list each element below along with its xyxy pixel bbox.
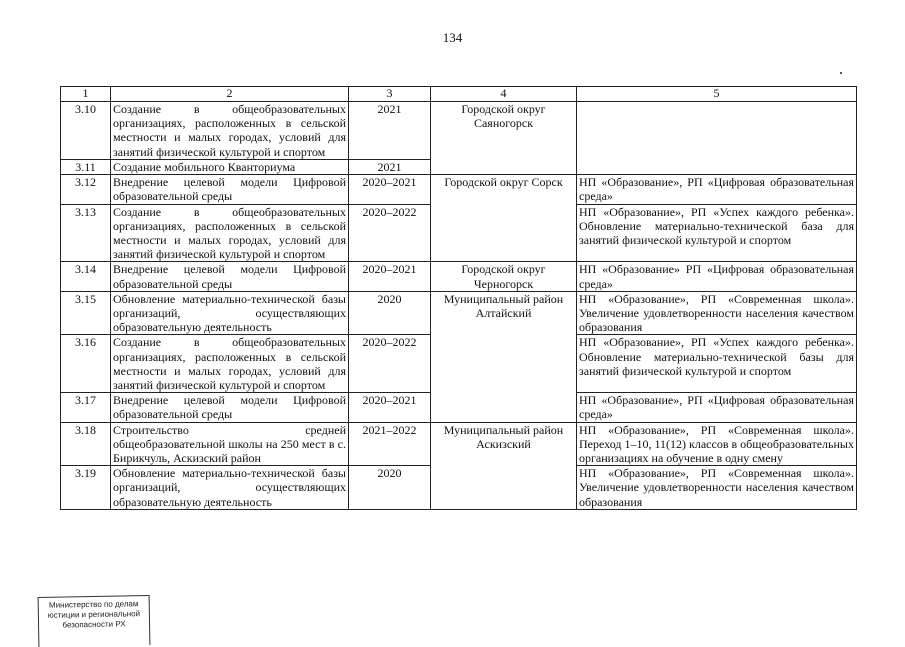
header-col-4: 4 — [431, 87, 577, 102]
row-number: 3.12 — [61, 175, 111, 204]
table-row — [61, 175, 857, 204]
row-project: НП «Образование», РП «Современная школа». Переход 1–10, 11(12) классов в общеобразовательных организациях на обучение в одну смену — [577, 422, 857, 466]
speck-dot — [840, 72, 842, 74]
row-event-name: Создание в общеобразовательных организациях, расположенных в сельской местности и малых городах, условий для занятий физической культурой и спортом — [111, 204, 349, 262]
row-event-name: Создание в общеобразовательных организациях, расположенных в сельской местности и малых городах, условий для занятий физической культурой и спортом — [111, 335, 349, 393]
row-event-name: Обновление материально-технической базы организаций, осуществляющих образовательную деятельность — [111, 466, 349, 510]
row-number: 3.10 — [61, 102, 111, 160]
row-project — [577, 102, 857, 175]
row-event-name: Внедрение целевой модели Цифровой образовательной среды — [111, 262, 349, 291]
row-years: 2020 — [349, 291, 431, 335]
row-project: НП «Образование», РП «Успех каждого ребенка». Обновление материально-технической базы для занятий физической культурой и спортом — [577, 335, 857, 393]
row-years: 2020–2021 — [349, 393, 431, 422]
header-col-3: 3 — [349, 87, 431, 102]
ministry-stamp — [38, 595, 151, 647]
row-project: НП «Образование», РП «Успех каждого ребенка». Обновление материально-технической база для занятий физической культурой и спортом — [577, 204, 857, 262]
stamp-line-3: безопасности РХ — [62, 619, 126, 630]
row-number: 3.18 — [61, 422, 111, 466]
projects-table — [60, 86, 857, 510]
row-years: 2021 — [349, 160, 431, 175]
row-number: 3.15 — [61, 291, 111, 335]
row-project: НП «Образование», РП «Цифровая образовательная среда» — [577, 393, 857, 422]
row-event-name: Обновление материально-технической базы организаций, осуществляющих образовательную деятельность — [111, 291, 349, 335]
stamp-line-2: юстиции и региональной — [47, 609, 141, 620]
row-number: 3.13 — [61, 204, 111, 262]
table-header-row — [61, 87, 857, 102]
row-years: 2021–2022 — [349, 422, 431, 466]
row-municipality: Городской округ Черногорск — [431, 262, 577, 291]
table-row — [61, 291, 857, 335]
row-municipality: Городской округ Сорск — [431, 175, 577, 262]
row-municipality: Городской округ Саяногорск — [431, 102, 577, 175]
row-event-name: Создание в общеобразовательных организациях, расположенных в сельской местности и малых городах, условий для занятий физической культурой и спортом — [111, 102, 349, 160]
row-event-name: Создание мобильного Кванториума — [111, 160, 349, 175]
table-row — [61, 262, 857, 291]
row-years: 2020–2022 — [349, 204, 431, 262]
header-col-5: 5 — [577, 87, 857, 102]
row-municipality: Муниципальный район Алтайский — [431, 291, 577, 422]
row-number: 3.19 — [61, 466, 111, 510]
row-project: НП «Образование», РП «Цифровая образовательная среда» — [577, 175, 857, 204]
row-event-name: Строительство средней общеобразовательной школы на 250 мест в с. Бирикчуль, Аскизский район — [111, 422, 349, 466]
page-number: 134 — [442, 30, 463, 45]
row-project: НП «Образование», РП «Современная школа». Увеличение удовлетворенности населения качеством образования — [577, 291, 857, 335]
row-number: 3.17 — [61, 393, 111, 422]
row-project: НП «Образование», РП «Современная школа». Увеличение удовлетворенности населения качеством образования — [577, 466, 857, 510]
row-event-name: Внедрение целевой модели Цифровой образовательной среды — [111, 175, 349, 204]
row-number: 3.16 — [61, 335, 111, 393]
header-col-1: 1 — [61, 87, 111, 102]
row-years: 2020–2021 — [349, 262, 431, 291]
row-years: 2020–2022 — [349, 335, 431, 393]
row-event-name: Внедрение целевой модели Цифровой образовательной среды — [111, 393, 349, 422]
header-col-2: 2 — [111, 87, 349, 102]
row-project: НП «Образование» РП «Цифровая образовательная среда» — [577, 262, 857, 291]
row-years: 2020–2021 — [349, 175, 431, 204]
table-row — [61, 422, 857, 466]
stamp-line-1: Министерство по делам — [48, 599, 139, 610]
row-municipality: Муниципальный район Аскизский — [431, 422, 577, 509]
row-number: 3.11 — [61, 160, 111, 175]
row-years: 2020 — [349, 466, 431, 510]
table-row — [61, 102, 857, 160]
row-number: 3.14 — [61, 262, 111, 291]
row-years: 2021 — [349, 102, 431, 160]
